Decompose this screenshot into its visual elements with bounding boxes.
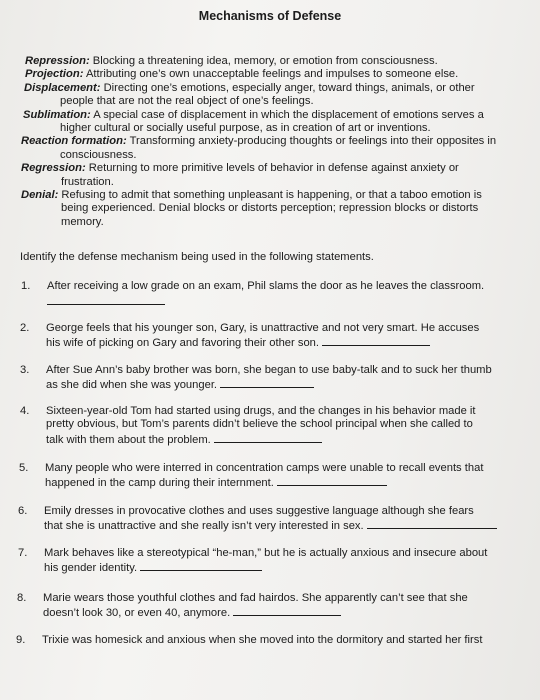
- question-text: talk with them about the problem.: [46, 433, 211, 446]
- question-text: Emily dresses in provocative clothes and uses suggestive language although she fears: [44, 505, 474, 517]
- definition-text-cont: higher cultural or socially useful purpose, as in creation of art or inventions.: [60, 122, 431, 135]
- question-number: 5.: [19, 462, 29, 474]
- answer-blank[interactable]: [220, 377, 314, 388]
- question-text: that she is unattractive and she really isn’t very interested in sex.: [44, 520, 364, 533]
- answer-blank[interactable]: [277, 475, 387, 486]
- definition-repression: Repression: Blocking a threatening idea, memory, or emotion from consciousness.: [25, 55, 438, 67]
- definition-text: Transforming anxiety-producing thoughts or feelings into their opposites in: [129, 135, 497, 148]
- definition-term: Repression: [25, 55, 86, 67]
- answer-blank[interactable]: [367, 518, 497, 529]
- question-text: as she did when she was younger.: [46, 379, 218, 392]
- page-title: Mechanisms of Defense: [198, 9, 342, 23]
- definition-text-cont: consciousness.: [60, 148, 137, 161]
- definition-text-cont: frustration.: [61, 175, 114, 188]
- definition-text: Blocking a threatening idea, memory, or emotion from consciousness.: [92, 55, 438, 67]
- answer-blank[interactable]: [140, 560, 262, 571]
- definition-text-cont: being experienced. Denial blocks or distorts perception; repression blocks or distorts: [61, 202, 479, 215]
- question-number: 8.: [17, 592, 27, 604]
- definition-regression: Regression: Returning to more primitive levels of behavior in defense against anxiety or frustration.: [0, 162, 540, 189]
- definition-text: Refusing to admit that something unpleasant is happening, or that a taboo emotion is: [61, 189, 482, 202]
- definition-reaction-formation: Reaction formation: Transforming anxiety-producing thoughts or feelings into their opposites in consciousness.: [0, 135, 540, 162]
- definition-term: Sublimation: [23, 108, 88, 121]
- question-text: pretty obvious, but Tom’s parents didn’t believe the school principal when she called to: [46, 418, 473, 431]
- definitions-list: [0, 55, 540, 229]
- question-text: George feels that his younger son, Gary, is unattractive and not very smart. He accuses: [46, 322, 480, 334]
- definition-term: Regression: [21, 162, 82, 175]
- definition-displacement: Displacement: Directing one’s emotions, especially anger, toward things, animals, or other people that are not the real object of one’s feelings.: [0, 82, 540, 109]
- definition-term: Denial: [21, 189, 55, 202]
- question-text: Trixie was homesick and anxious when she moved into the dormitory and started her first: [42, 634, 483, 646]
- definition-term: Projection: [25, 68, 80, 81]
- definition-text-cont: memory.: [61, 215, 104, 228]
- question-number: 6.: [18, 505, 28, 517]
- question-text: Sixteen-year-old Tom had started using drugs, and the changes in his behavior made it: [46, 405, 476, 417]
- question-number: 4.: [20, 405, 30, 417]
- answer-blank[interactable]: [47, 295, 165, 305]
- question-text: Mark behaves like a stereotypical “he-man,” but he is actually anxious and insecure about: [44, 547, 488, 559]
- question-number: 3.: [20, 364, 30, 376]
- instructions: Identify the defense mechanism being used in the following statements.: [20, 251, 374, 263]
- question-number: 9.: [16, 634, 26, 646]
- answer-blank[interactable]: [214, 432, 322, 443]
- definition-text: Returning to more primitive levels of behavior in defense against anxiety or: [88, 162, 459, 175]
- question-text: Many people who were interred in concentration camps were unable to recall events that: [45, 462, 484, 474]
- definition-term: Reaction formation: [21, 135, 123, 148]
- question-text: After Sue Ann’s baby brother was born, she began to use baby-talk and to suck her thumb: [46, 364, 492, 376]
- answer-blank[interactable]: [233, 605, 341, 616]
- question-text: happened in the camp during their internment.: [45, 477, 274, 490]
- answer-blank[interactable]: [322, 335, 430, 346]
- definition-sublimation: Sublimation: A special case of displacement in which the displacement of emotions serves a higher cultural or socially useful purpose, as in creation of art or inventions.: [0, 109, 540, 136]
- question-text: his wife of picking on Gary and favoring their other son.: [46, 337, 319, 350]
- question-text: his gender identity.: [44, 562, 138, 575]
- definition-term: Displacement: [24, 81, 97, 94]
- question-text: Marie wears those youthful clothes and fad hairdos. She apparently can’t see that she: [43, 592, 468, 604]
- definition-projection: Projection: Attributing one’s own unacceptable feelings and impulses to someone else.: [25, 68, 459, 81]
- definition-text: Directing one’s emotions, especially anger, toward things, animals, or other: [103, 81, 475, 94]
- definition-denial: Denial: Refusing to admit that something unpleasant is happening, or that a taboo emotion is being experienced. Denial blocks or distorts perception; repression blocks or distorts memory.: [0, 189, 540, 229]
- question-number: 7.: [18, 547, 28, 559]
- definition-text: Attributing one’s own unacceptable feelings and impulses to someone else.: [85, 68, 459, 81]
- definition-text-cont: people that are not the real object of one’s feelings.: [60, 95, 314, 108]
- question-text: doesn’t look 30, or even 40, anymore.: [43, 607, 231, 620]
- question-number: 2.: [20, 322, 30, 334]
- definition-text: A special case of displacement in which the displacement of emotions serves a: [93, 108, 484, 121]
- question-text: After receiving a low grade on an exam, Phil slams the door as he leaves the classroom.: [47, 280, 485, 292]
- question-number: 1.: [21, 280, 31, 292]
